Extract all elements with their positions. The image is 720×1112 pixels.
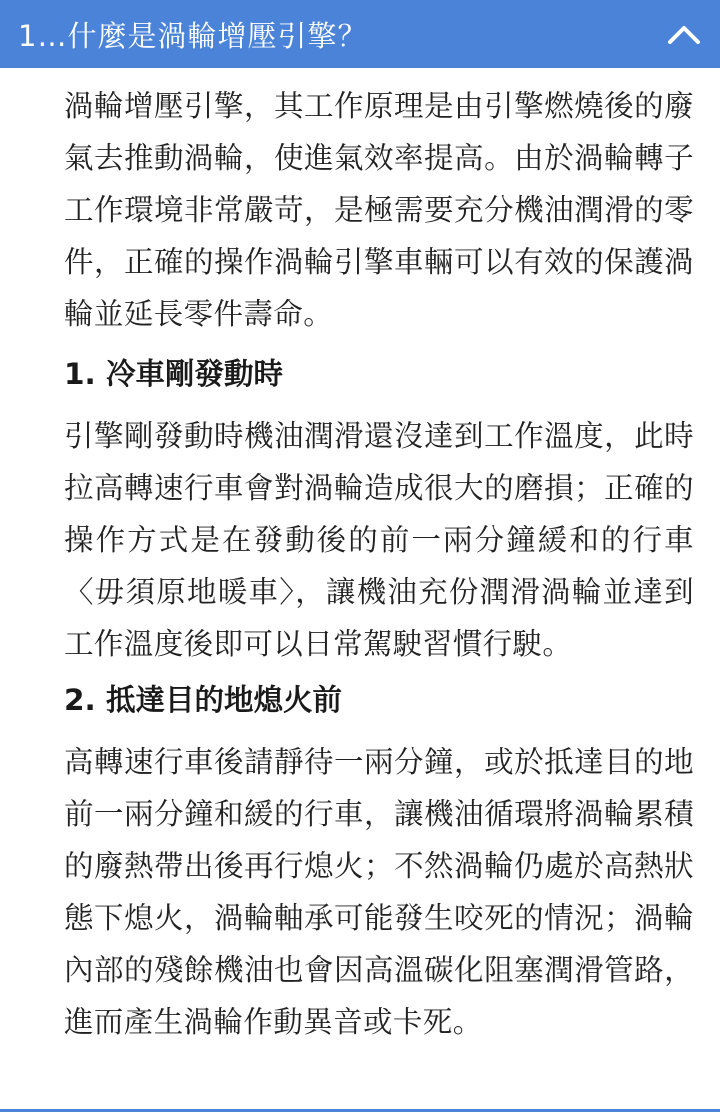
accordion-header[interactable]	[0, 0, 720, 68]
section-body-cold-start: 引擎剛發動時機油潤滑還沒達到工作溫度，此時拉高轉速行車會對渦輪造成很大的磨損；正確的操作方式是在發動後的前一兩分鐘緩和的行車〈毋須原地暖車〉，讓機油充份潤滑渦輪並達到工作溫度後即可以日常駕駛習慣行駛。	[64, 419, 694, 661]
collapse-button[interactable]	[662, 12, 706, 56]
accordion-title: 1…什麼是渦輪增壓引擎？	[18, 18, 368, 53]
section-heading-cold-start: 1. 冷車剛發動時	[64, 357, 284, 391]
section-heading-before-shutdown: 2. 抵達目的地熄火前	[64, 683, 343, 717]
section-body-before-shutdown: 高轉速行車後請靜待一兩分鐘，或於抵達目的地前一兩分鐘和緩的行車，讓機油循環將渦輪累積的廢熱帶出後再行熄火；不然渦輪仍處於高熱狀態下熄火，渦輪軸承可能發生咬死的情況；渦輪內部的殘餘機油也會因高溫碳化阻塞潤滑管路，進而產生渦輪作動異音或卡死。	[64, 745, 694, 1039]
chevron-up-icon	[667, 23, 701, 45]
intro-paragraph: 渦輪增壓引擎，其工作原理是由引擎燃燒後的廢氣去推動渦輪，使進氣效率提高。由於渦輪轉子工作環境非常嚴苛，是極需要充分機油潤滑的零件，正確的操作渦輪引擎車輛可以有效的保護渦輪並延長零件壽命。	[64, 89, 694, 331]
accordion-content	[64, 80, 694, 1048]
